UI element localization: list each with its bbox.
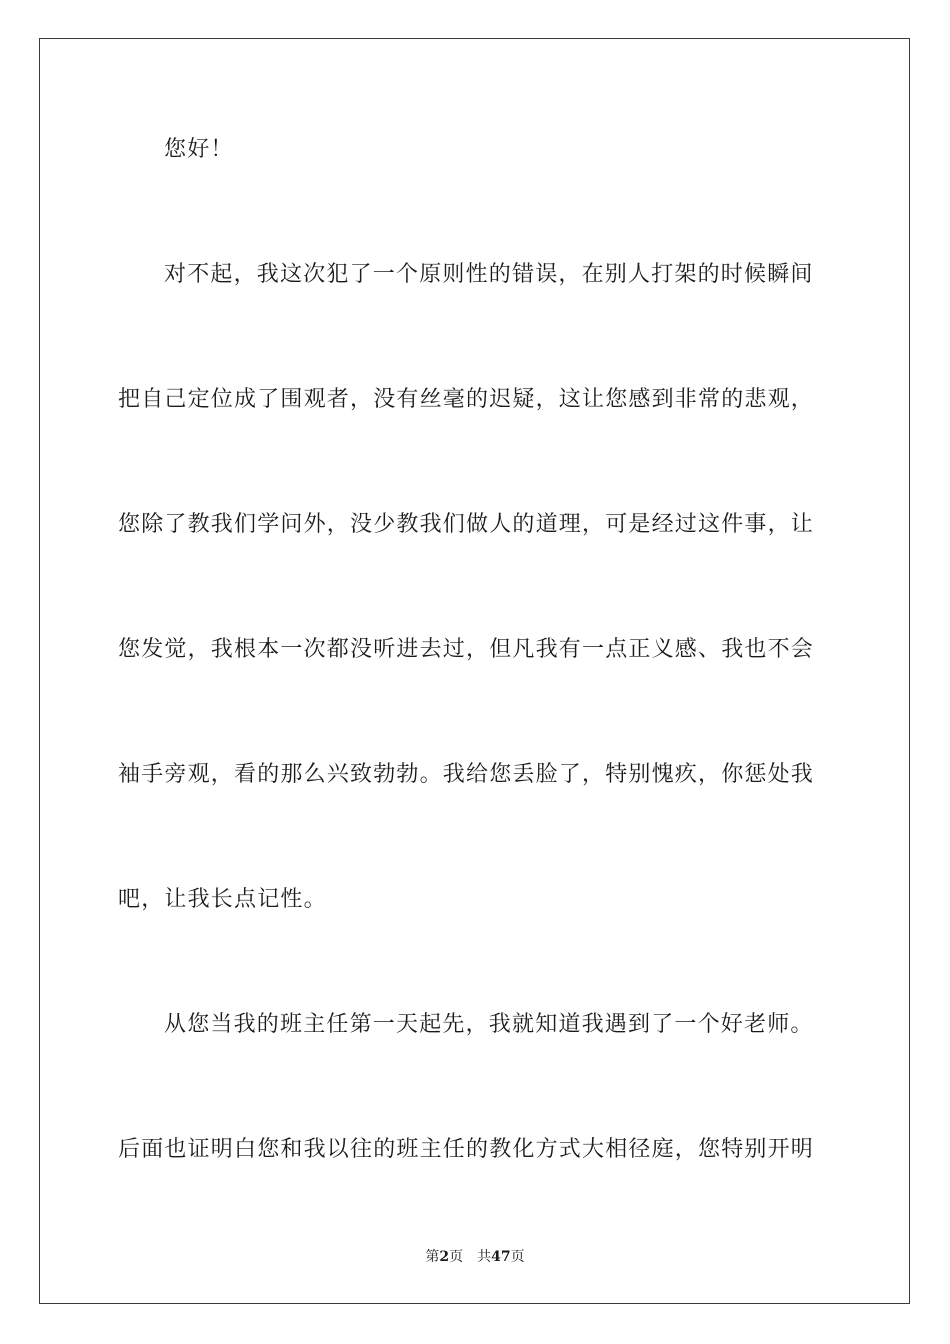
text-line: 从您当我的班主任第一天起先，我就知道我遇到了一个好老师。 [164, 1012, 814, 1037]
footer-page-total: 47 [491, 1249, 511, 1265]
text-line: 吧，让我长点记性。 [118, 887, 327, 912]
text-line: 对不起，我这次犯了一个原则性的错误，在别人打架的时候瞬间 [164, 262, 814, 287]
footer-total-suffix: 页 [510, 1249, 525, 1265]
page-border [39, 38, 910, 1304]
page-footer [0, 1248, 950, 1266]
text-line: 把自己定位成了围观者，没有丝毫的迟疑，这让您感到非常的悲观， [118, 387, 815, 412]
footer-page-prefix: 第 [425, 1249, 440, 1265]
text-line: 后面也证明白您和我以往的班主任的教化方式大相径庭，您特别开明 [118, 1137, 815, 1162]
footer-total-prefix: 共 [477, 1249, 492, 1265]
footer-page-current: 2 [439, 1249, 450, 1265]
text-line-greeting: 您好！ [164, 137, 234, 162]
text-line: 您除了教我们学问外，没少教我们做人的道理，可是经过这件事，让 [118, 512, 815, 537]
text-line: 袖手旁观，看的那么兴致勃勃。我给您丢脸了，特别愧疚，你惩处我 [118, 762, 815, 787]
text-line: 您发觉，我根本一次都没听进去过，但凡我有一点正义感、我也不会 [118, 637, 815, 662]
footer-page-suffix: 页 [449, 1249, 464, 1265]
